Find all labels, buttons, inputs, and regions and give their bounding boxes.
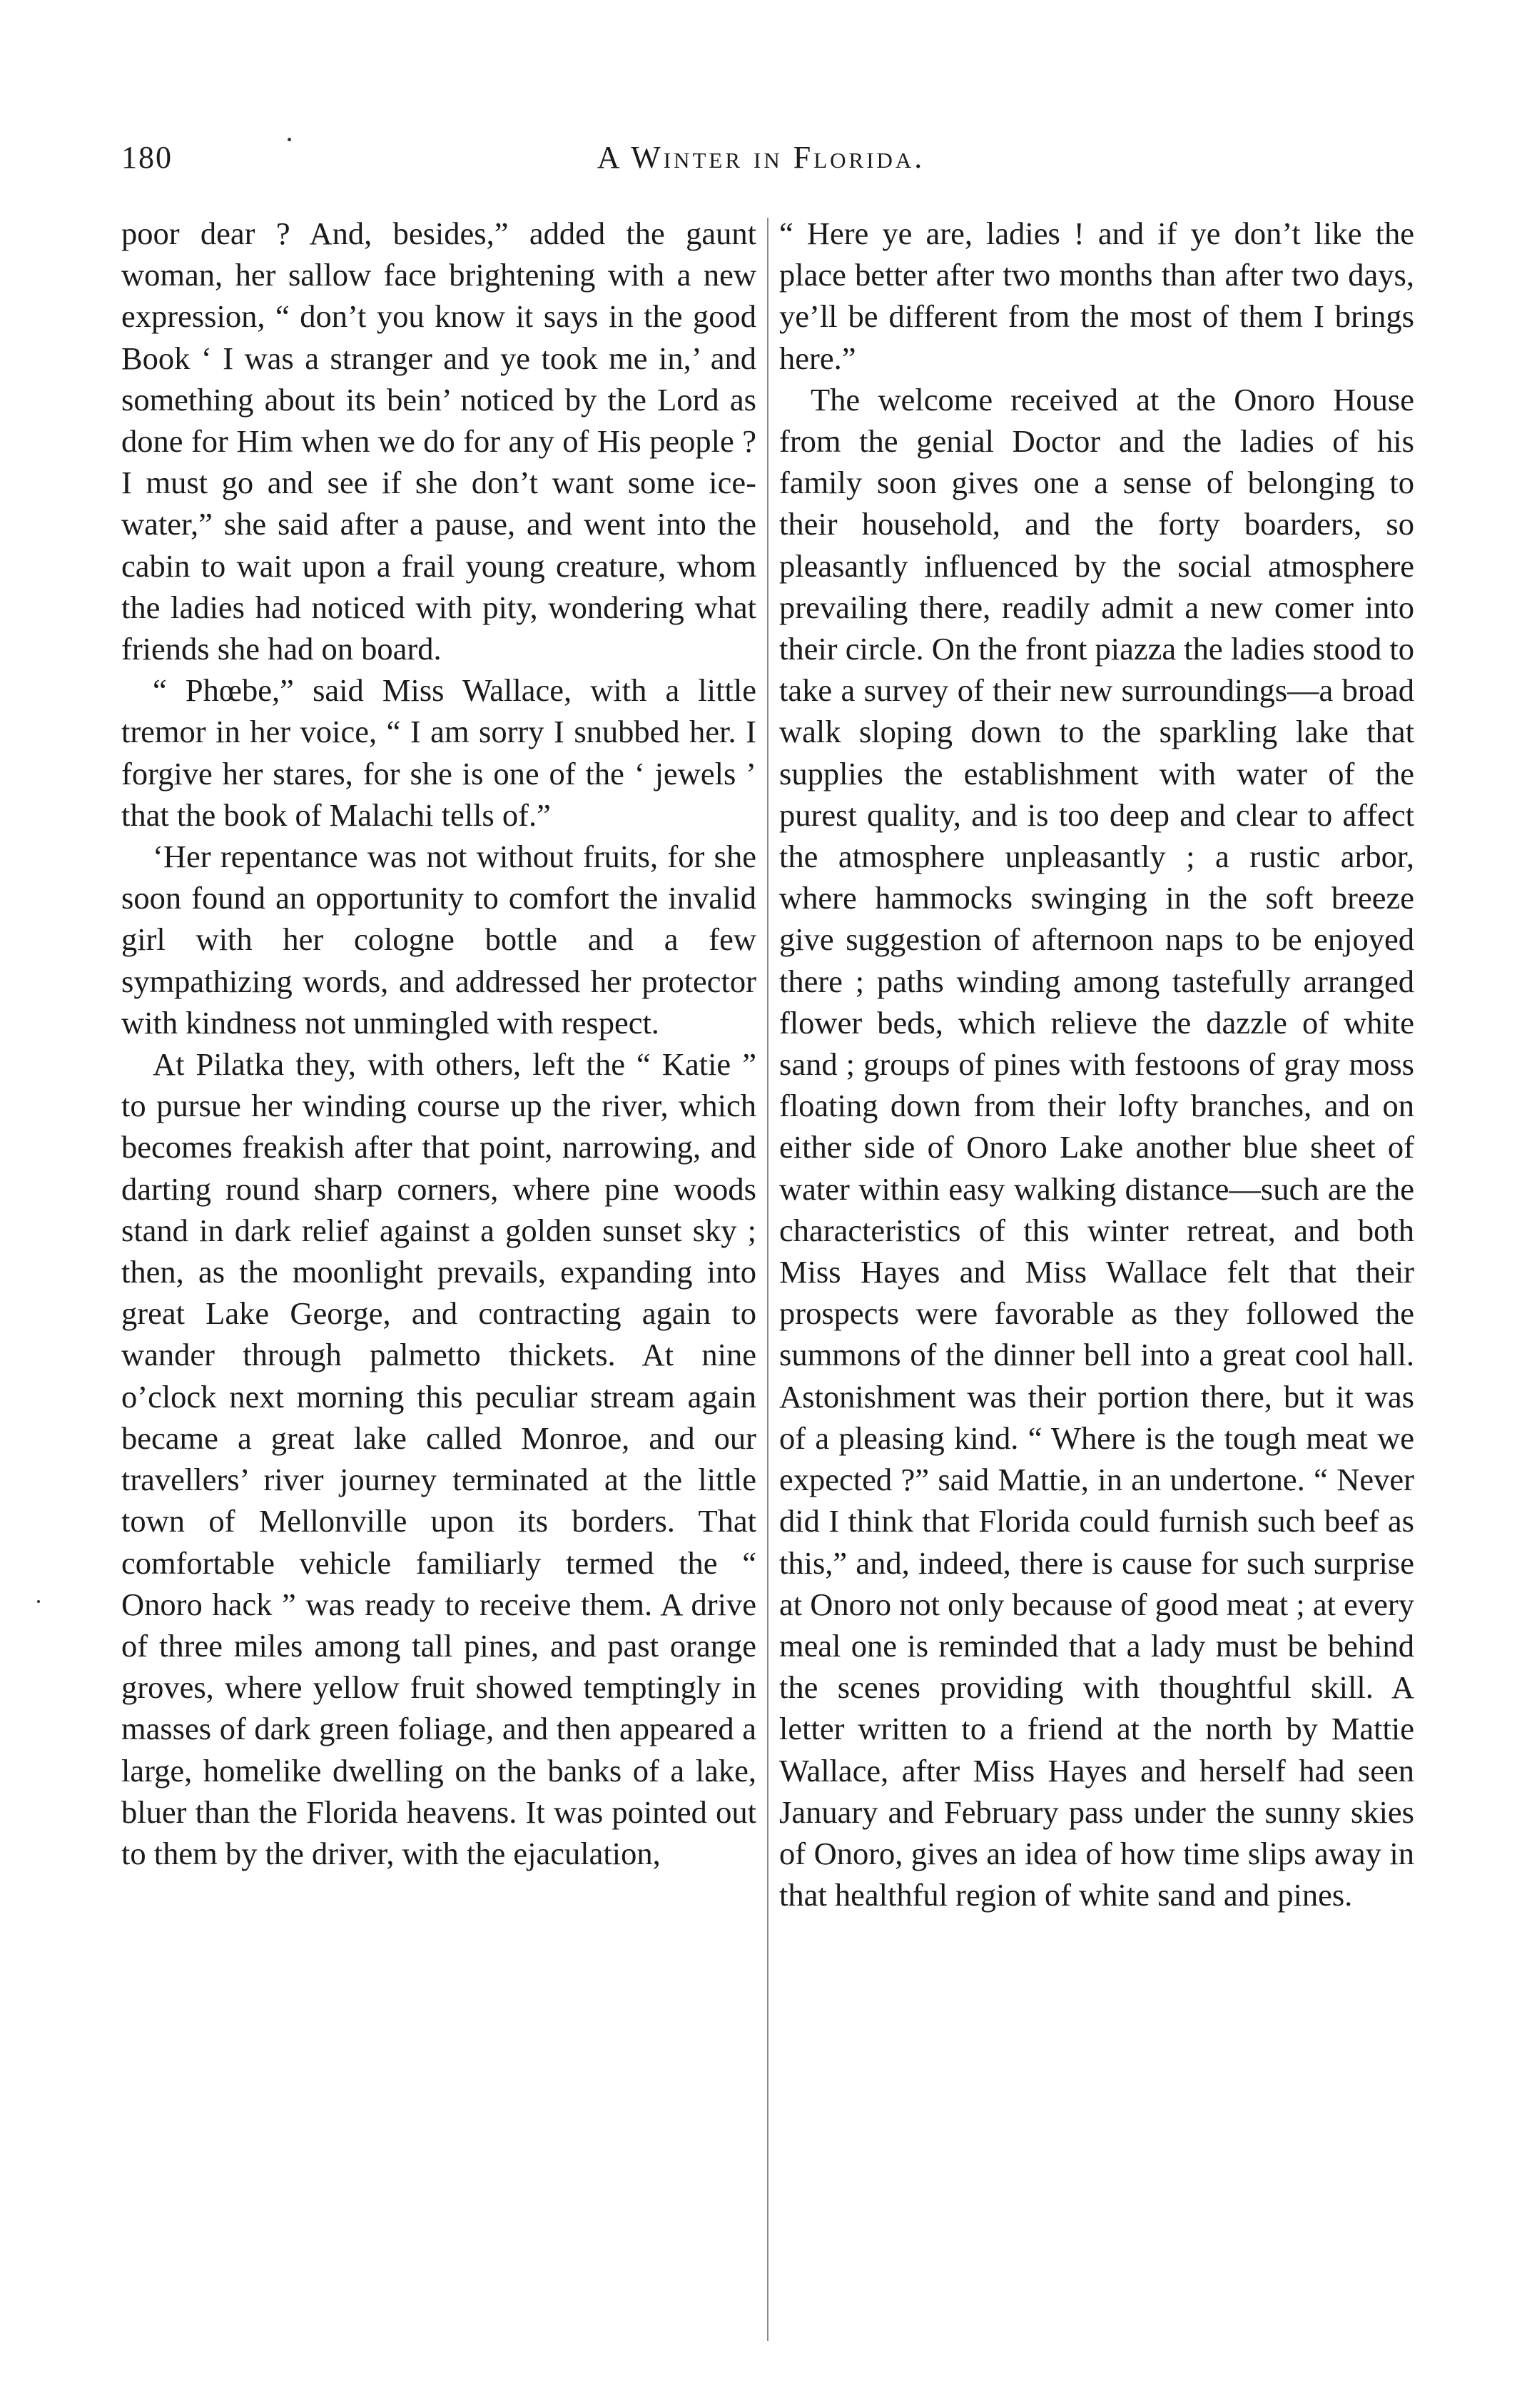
paragraph: The welcome received at the Onoro House from the genial Doctor and the ladies of his family soon gives one a sense of belonging to their household, and the forty boarders, so pleasantly influenced by the social atmosphere prevailing there, readily admit a new comer into their circle. On the front piazza the ladies stood to take a survey of their new surroundings—a broad walk sloping down to the sparkling lake that supplies the establishment with water of the purest quality, and is too deep and clear to affect the atmosphere unpleasantly ; a rustic arbor, where hammocks swinging in the soft breeze give suggestion of afternoon naps to be enjoyed there ; paths winding among tastefully arranged flower beds, which relieve the dazzle of white sand ; groups of pines with festoons of gray moss floating down from their lofty branches, and on either side of Onoro Lake another blue sheet of water within easy walking distance—such are the characteristics of this winter retreat, and both Miss Hayes and Miss Wallace felt that their prospects were favorable as they followed the summons of the dinner bell into a great cool hall. Astonishment was their portion there, but it was of a pleasing kind. “ Where is the tough meat we expected ?” said Mattie, in an undertone. “ Never did I think that Florida could furnish such beef as this,” and, indeed, there is cause for such surprise at Onoro not only because of good meat ; at every meal one is reminded that a lady must be behind the scenes providing with thoughtful skill. A letter written to a friend at the north by Mattie Wallace, after Miss Hayes and herself had seen January and February pass under the sunny skies of Onoro, gives an idea of how time slips away in that healthful region of white sand and pines.: [779, 381, 1414, 1913]
page-header: [0, 139, 1522, 182]
right-column: [779, 213, 1414, 1916]
paragraph-continued: poor dear ? And, besides,” added the gaunt woman, her sallow face brightening with a new expression, “ don’t you know it says in the good Book ‘ I was a stranger and ye took me in,’ and something about its bein’ noticed by the Lord as done for Him when we do for any of His people ? I must go and see if she don’t want some ice-water,” she said after a pause, and went into the cabin to wait upon a frail young creature, whom the ladies had noticed with pity, wondering what friends she had on board.: [121, 216, 756, 667]
paragraph: At Pilatka they, with others, left the “ Katie ” to pursue her winding course up the river, which becomes freakish after that point, narrowing, and darting round sharp corners, where pine woods stand in dark relief against a golden sunset sky ; then, as the moonlight prevails, expanding into great Lake George, and contracting again to wander through palmetto thickets. At nine o’clock next morning this peculiar stream again became a great lake called Monroe, and our travellers’ river journey terminated at the little town of Mellonville upon its borders. That comfortable vehicle familiarly termed the “ Onoro hack ” was ready to receive them. A drive of three miles among tall pines, and past orange groves, where yellow fruit showed temptingly in masses of dark green foliage, and then appeared a large, homelike dwelling on the banks of a lake, bluer than the Florida heavens. It was pointed out to them by the driver, with the ejaculation,: [121, 1046, 756, 1871]
page-number: 180: [121, 140, 173, 175]
paragraph-continued: “ Here ye are, ladies ! and if ye don’t like the place better after two months than after two days, ye’ll be different from the most of them I brings here.”: [779, 216, 1414, 376]
column-divider: [767, 218, 768, 2341]
paragraph: “ Phœbe,” said Miss Wallace, with a little tremor in her voice, “ I am sorry I snubbed her. I forgive her stares, for she is one of the ‘ jewels ’ that the book of Malachi tells of.”: [121, 672, 756, 833]
print-speck: [288, 138, 291, 141]
running-title: A Winter in Florida.: [597, 140, 925, 175]
print-speck: [37, 1600, 40, 1603]
left-column: [121, 213, 756, 1874]
paragraph: ‘Her repentance was not without fruits, for she soon found an opportunity to comfort the invalid girl with her cologne bottle and a few sympathizing words, and addressed her protector with kindness not unmingled with respect.: [121, 839, 756, 1041]
